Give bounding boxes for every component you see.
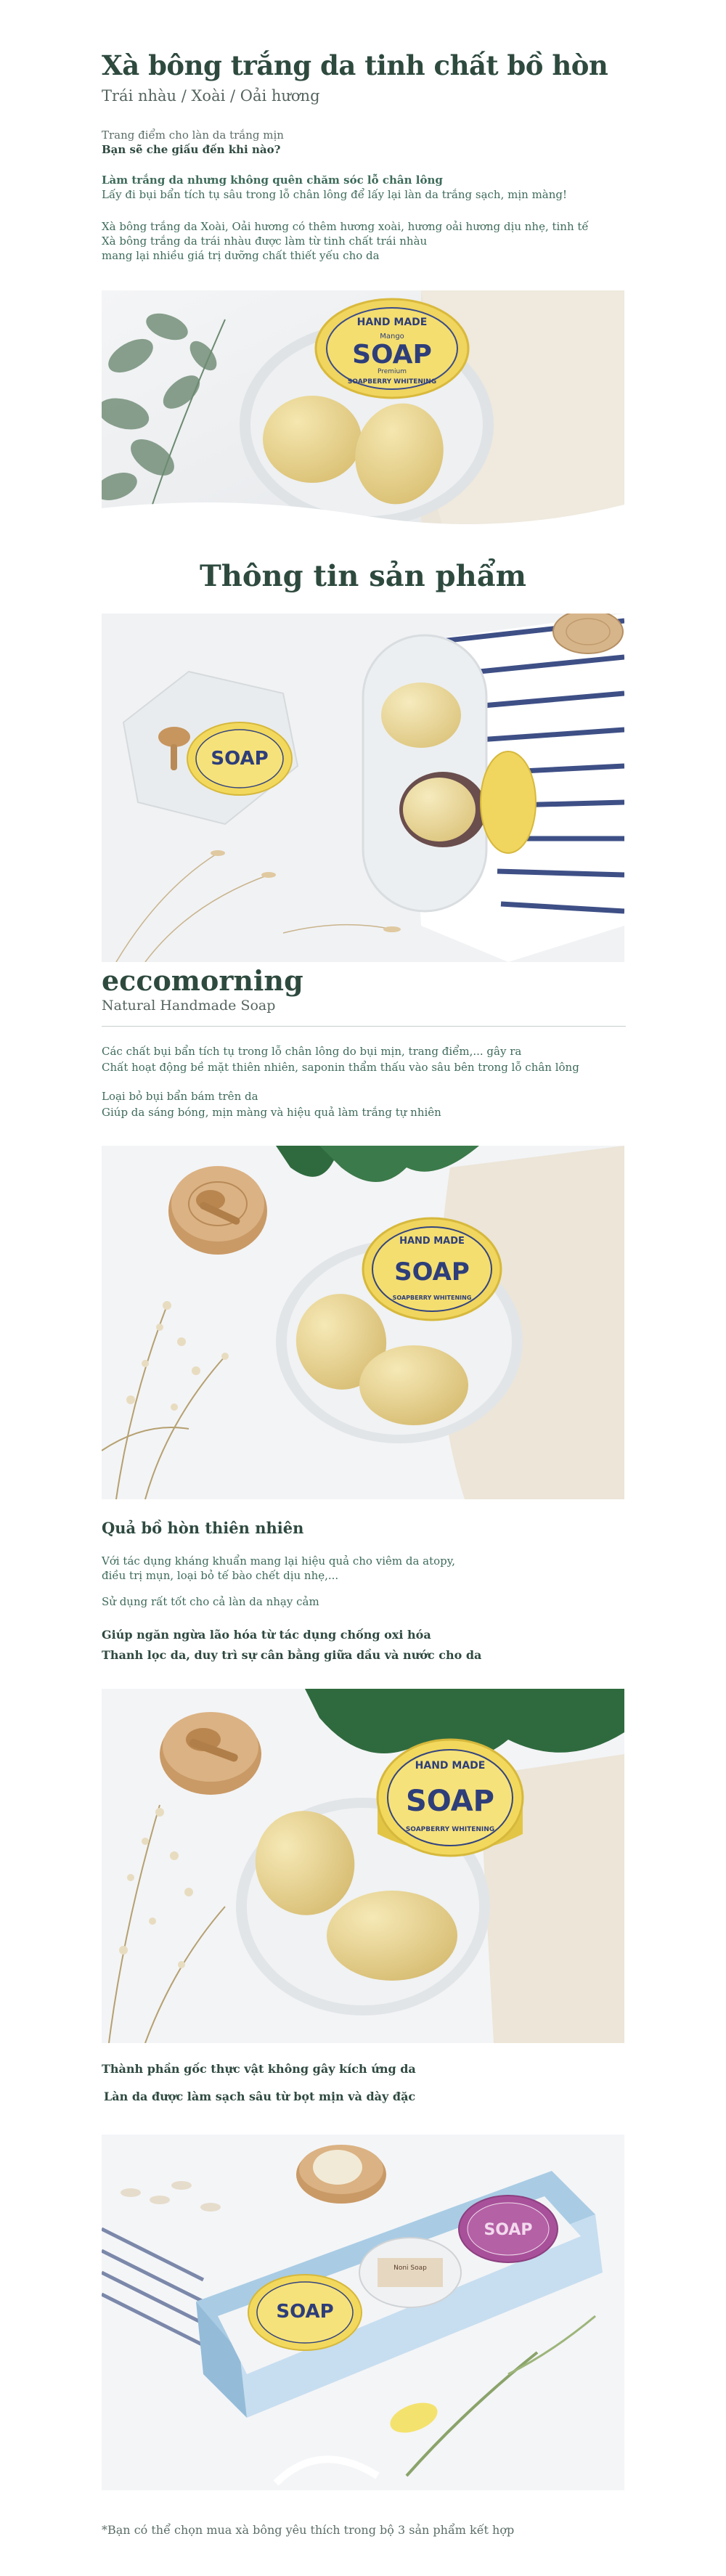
plant-ingredient-photo [102, 1689, 624, 2043]
soap-label-bottom: SOAPBERRY WHITENING [347, 378, 437, 386]
svg-text:SOAPBERRY WHITENING: SOAPBERRY WHITENING [405, 1826, 495, 1833]
brand-tagline: Natural Handmade Soap [102, 998, 276, 1014]
soapberry-line: điều trị mụn, loại bỏ tế bào chết dịu nhẹ,... [102, 1569, 339, 1582]
variants-subtitle: Trái nhàu / Xoài / Oải hương [102, 87, 320, 105]
divider [102, 1026, 626, 1027]
info-line: Chất hoạt động bề mặt thiên nhiên, saponin thẩm thấu vào sâu bên trong lỗ chân lông [102, 1061, 579, 1074]
intro-line: Xà bông trắng da trái nhàu được làm từ tinh chất trái nhàu [102, 235, 428, 248]
svg-text:HAND MADE: HAND MADE [399, 1236, 465, 1247]
giftbox-mid-label: Noni Soap [393, 2265, 427, 2272]
svg-text:HAND MADE: HAND MADE [415, 1760, 486, 1772]
plant-line: Thành phần gốc thực vật không gây kích ứng da [102, 2062, 416, 2076]
soap-label-main: SOAP [352, 340, 432, 370]
soapberry-photo [102, 1146, 624, 1499]
info-line: Giúp da sáng bóng, mịn màng và hiệu quả làm trắng tự nhiên [102, 1106, 441, 1119]
svg-text:SOAP: SOAP [405, 1785, 495, 1818]
soapberry-line: Với tác dụng kháng khuẩn mang lại hiệu quả cho viêm da atopy, [102, 1554, 456, 1568]
footnote: *Bạn có thể chọn mua xà bông yêu thích trong bộ 3 sản phẩm kết hợp [102, 2523, 515, 2537]
info-line: Loại bỏ bụi bẩn bám trên da [102, 1090, 258, 1103]
soapberry-heading: Quả bồ hòn thiên nhiên [102, 1519, 304, 1537]
svg-text:SOAP: SOAP [276, 2301, 334, 2323]
gift-set-photo [102, 2135, 624, 2490]
intro-line: Trang điểm cho làn da trắng mịn [102, 129, 284, 142]
svg-text:SOAPBERRY WHITENING: SOAPBERRY WHITENING [392, 1295, 472, 1301]
soapberry-line: Thanh lọc da, duy trì sự cân bằng giữa dầu và nước cho da [102, 1648, 482, 1662]
soap-label-brand: Mango [380, 333, 404, 341]
intro-line: Bạn sẽ che giấu đến khi nào? [102, 143, 281, 156]
section-title: Thông tin sản phẩm [200, 559, 526, 593]
intro-line: mang lại nhiều giá trị dưỡng chất thiết yếu cho da [102, 249, 380, 262]
svg-text:SOAP: SOAP [394, 1258, 470, 1287]
svg-text:SOAP: SOAP [211, 748, 269, 770]
page-title: Xà bông trắng da tinh chất bồ hòn [102, 49, 608, 81]
intro-line: Lấy đi bụi bẩn tích tụ sâu trong lỗ chân lông để lấy lại làn da trắng sạch, mịn màng! [102, 188, 568, 201]
product-info-photo [102, 614, 624, 962]
plant-line: Làn da được làm sạch sâu từ bọt mịn và dày đặc [104, 2090, 416, 2103]
info-line: Các chất bụi bẩn tích tụ trong lỗ chân lông do bụi mịn, trang điểm,... gây ra [102, 1045, 522, 1058]
giftbox-right-label: SOAP [484, 2221, 533, 2239]
soap-label-top: HAND MADE [356, 317, 428, 328]
soapberry-line: Sử dụng rất tốt cho cả làn da nhạy cảm [102, 1595, 319, 1608]
soap-label-grade: Premium [377, 368, 407, 375]
intro-line: Xà bông trắng da Xoài, Oải hương có thêm hương xoài, hương oải hương dịu nhẹ, tinh tế [102, 220, 589, 233]
intro-line: Làm trắng da nhưng không quên chăm sóc lỗ chân lông [102, 174, 443, 187]
hero-product-photo [102, 290, 624, 526]
soapberry-line: Giúp ngăn ngừa lão hóa từ tác dụng chống oxi hóa [102, 1628, 431, 1642]
brand-name: eccomorning [102, 964, 303, 997]
